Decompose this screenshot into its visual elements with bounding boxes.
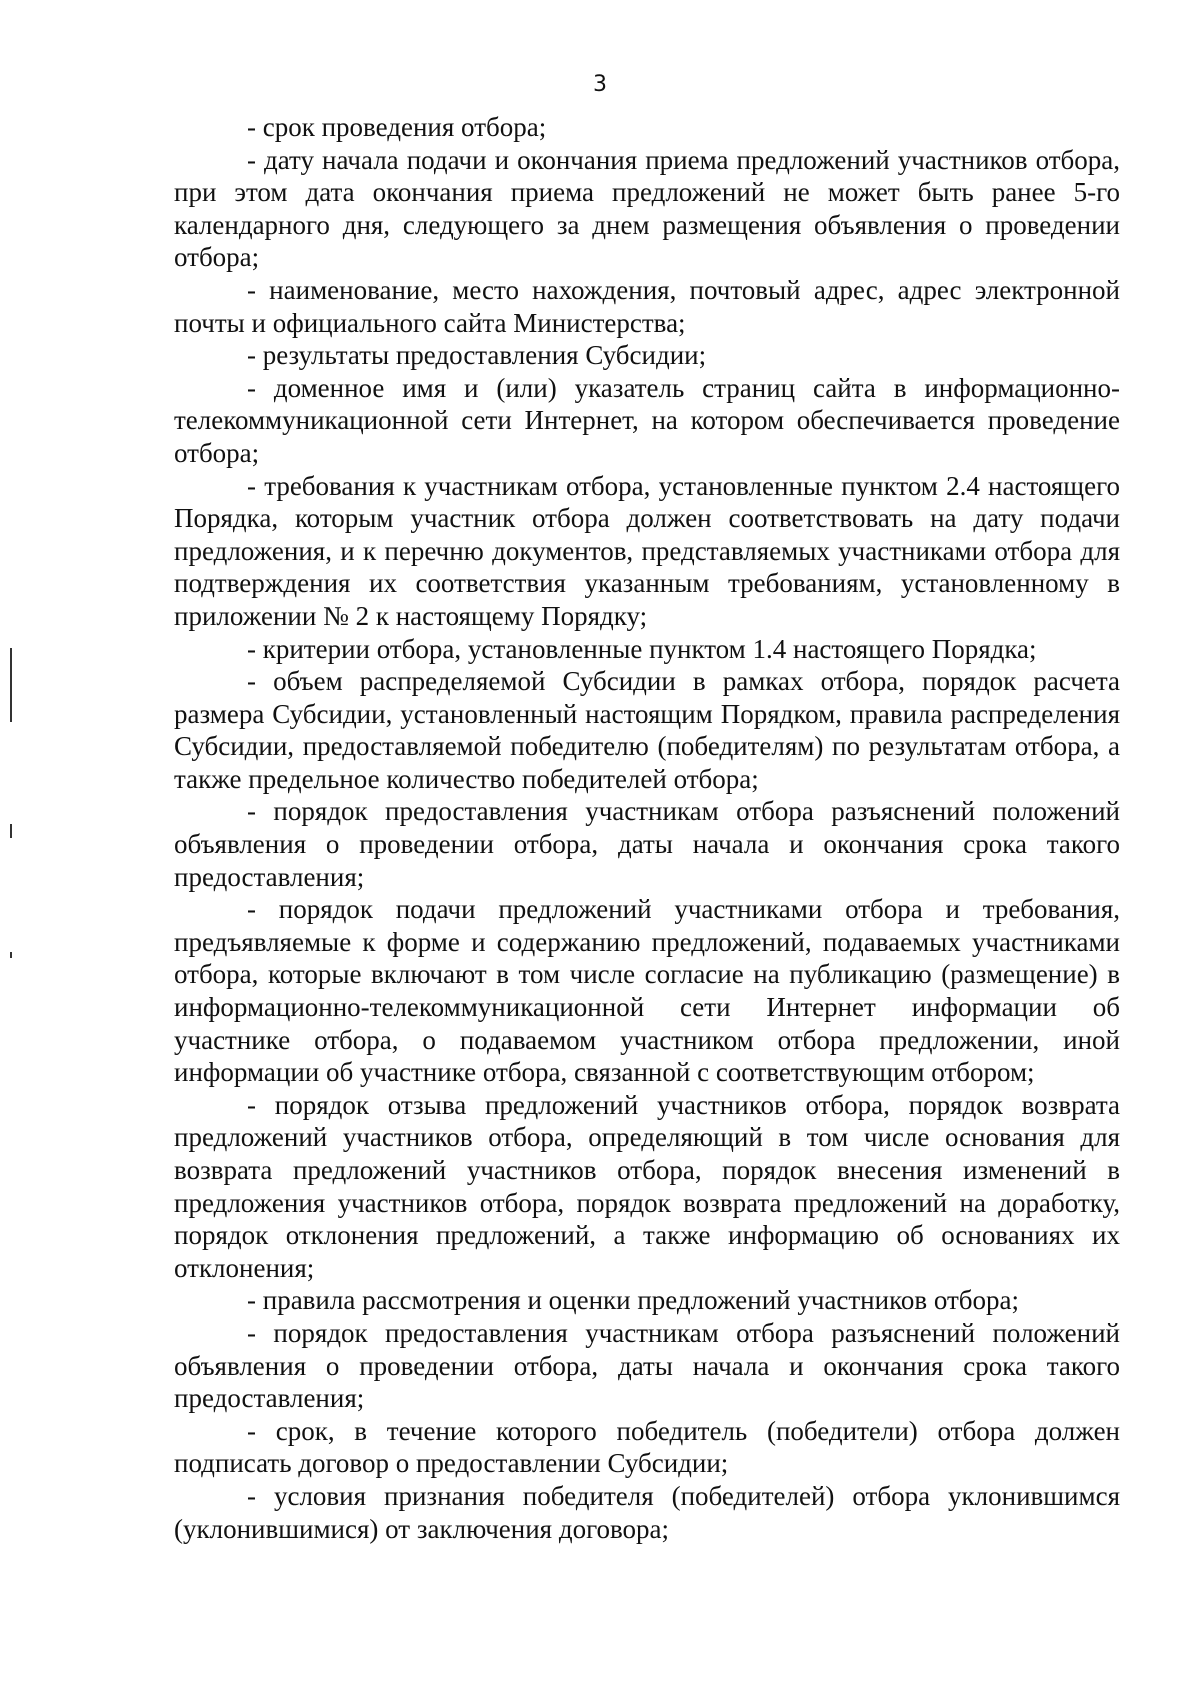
list-item-subsidy-results: - результаты предоставления Субсидии; (247, 340, 707, 371)
list-item-submission-dates: - дату начала подачи и окончания приема предложений участников отбора, при этом дата окончания приема предложений не может быть ранее 5-го календарного дня, следующего за днем размещения объявления о проведении отбора; (174, 144, 1120, 273)
list-item-ministry-contacts: - наименование, место нахождения, почтовый адрес, адрес электронной почты и официального сайта Министерства; (174, 274, 1120, 338)
list-item-selection-criteria: - критерии отбора, установленные пунктом 1.4 настоящего Порядка; (247, 633, 1037, 664)
list-item-selection-period: - срок проведения отбора; (247, 112, 547, 142)
list-item-subsidy-volume: - объем распределяемой Субсидии в рамках отбора, порядок расчета размера Субсидии, установленный настоящим Порядком, правила распределения Субсидии, предоставляемой победителю (победителям) по результатам отбора, а также предельное количество победителей отбора; (174, 666, 1120, 794)
list-item-evaluation-rules: - правила рассмотрения и оценки предложений участников отбора; (247, 1285, 1019, 1316)
list-item-submission-procedure: - порядок подачи предложений участниками отбора и требования, предъявляемые к форме и содержанию предложений, подаваемых участниками отбора, которые включают в том числе согласие на публикацию (размещение) в информационно-телекоммуникационной сети Интернет информации об участнике отбора, о подаваемом участником отбора предложении, иной информации об участнике отбора, связанной с соответствующим отбором; (174, 894, 1120, 1088)
document-body (174, 111, 1120, 1545)
list-item-clarifications-procedure: - порядок предоставления участникам отбора разъяснений положений объявления о проведении отбора, даты начала и окончания срока такого предоставления; (174, 796, 1120, 892)
scan-margin-mark (10, 952, 12, 958)
page-number: 3 (593, 72, 607, 97)
list-item-contract-signing-term: - срок, в течение которого победитель (победители) отбора должен подписать договор о предоставлении Субсидии; (174, 1415, 1120, 1479)
scan-margin-mark (10, 648, 12, 722)
list-item-domain-name: - доменное имя и (или) указатель страниц сайта в информационно-телекоммуникационной сети Интернет, на котором обеспечивается проведение отбора; (174, 372, 1120, 468)
list-item-evasion-conditions: - условия признания победителя (победителей) отбора уклонившимся (уклонившимися) от заключения договора; (174, 1480, 1120, 1544)
list-item-withdrawal-procedure: - порядок отзыва предложений участников отбора, порядок возврата предложений участников отбора, определяющий в том числе основания для возврата предложений участников отбора, порядок внесения изменений в предложения участников отбора, порядок возврата предложений на доработку, порядок отклонения предложений, а также информацию об основаниях их отклонения; (174, 1089, 1120, 1283)
list-item-participant-requirements: - требования к участникам отбора, установленные пунктом 2.4 настоящего Порядка, которым участник отбора должен соответствовать на дату подачи предложения, и к перечню документов, представляемых участниками отбора для подтверждения их соответствия указанным требованиям, установленному в приложении № 2 к настоящему Порядку; (174, 470, 1120, 631)
list-item-clarifications-procedure-repeat: - порядок предоставления участникам отбора разъяснений положений объявления о проведении отбора, даты начала и окончания срока такого предоставления; (174, 1317, 1120, 1414)
scan-margin-mark (10, 824, 12, 838)
